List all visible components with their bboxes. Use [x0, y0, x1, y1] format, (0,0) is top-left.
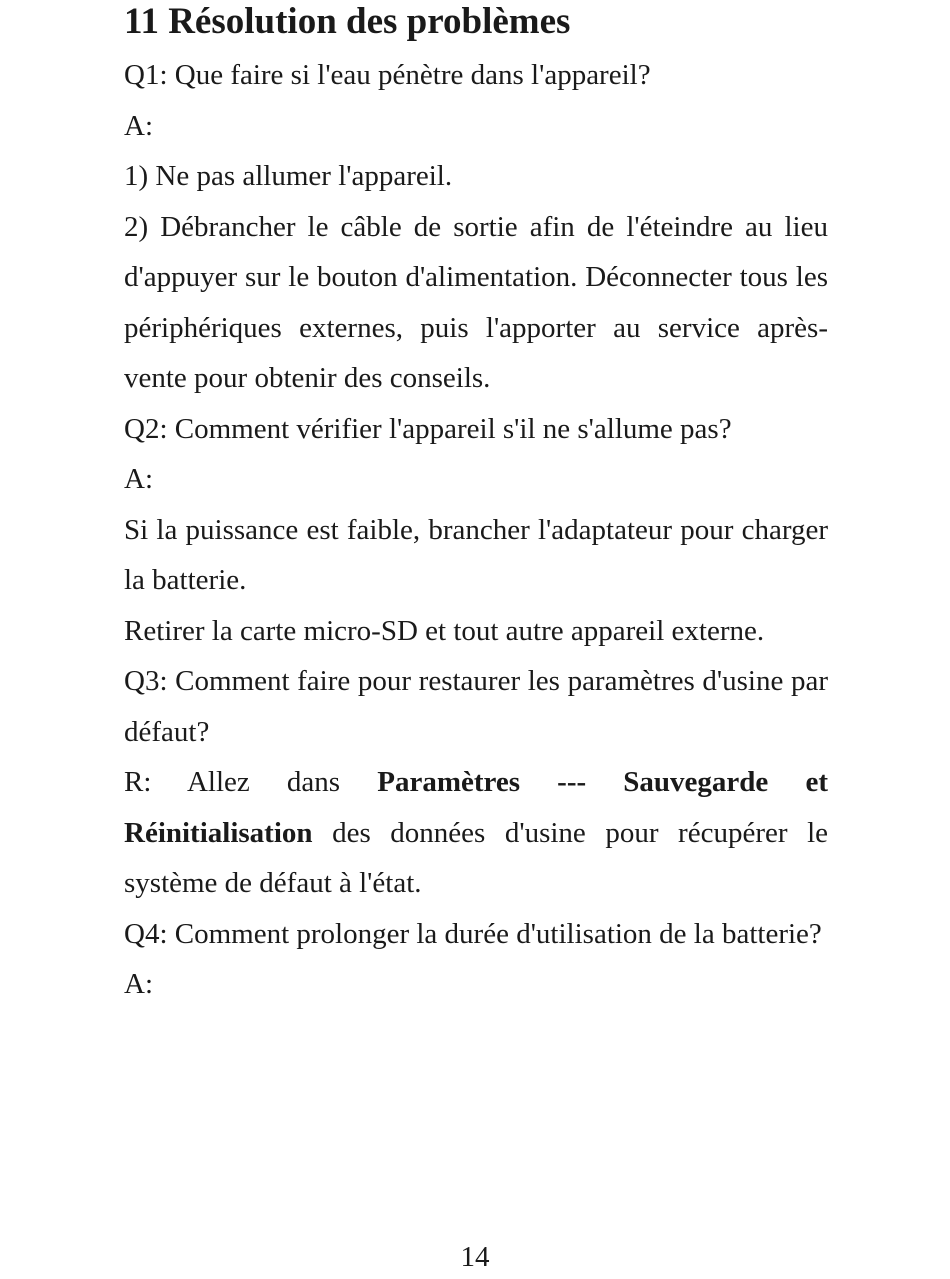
page-number: 14 [460, 1241, 490, 1273]
q1-step-1: 1) Ne pas allumer l'appareil. [124, 160, 453, 192]
q3-answer-prefix: R: Allez dans [124, 766, 378, 798]
q2-question: Q2: Comment vérifier l'appareil s'il ne s'allume pas? [124, 412, 732, 445]
q4-question: Q4: Comment prolonger la durée d'utilisation de la batterie? [124, 917, 822, 950]
page-title: 11 Résolution des problèmes [124, 1, 571, 42]
q2-answer-line-2: Retirer la carte micro-SD et tout autre appareil externe. [124, 614, 765, 647]
q3-answer-bold-reset: Réinitialisation [124, 816, 313, 849]
q1-step-2: 2) Débrancher le câble de sortie afin de l'éteindre au lieu d'appuyer sur le bouton d'alimentation. Déconnecter tous les périphériques externes, puis l'apporter au service après-vente pour obtenir des conseils. [124, 210, 828, 394]
q1-answer-label: A: [124, 109, 153, 142]
q3-answer [124, 757, 828, 909]
q4-answer-label: A: [124, 968, 153, 1000]
q3-answer-suffix: des données d'usine pour récupérer le système de défaut à l'état. [124, 816, 828, 899]
q3-question: Q3: Comment faire pour restaurer les paramètres d'usine par défaut? [124, 665, 828, 748]
q3-answer-bold-path: Paramètres --- Sauvegarde et [377, 766, 828, 798]
q1-question: Q1: Que faire si l'eau pénètre dans l'appareil? [124, 59, 651, 91]
troubleshooting-content [124, 50, 828, 1010]
q2-answer-line-1: Si la puissance est faible, brancher l'adaptateur pour charger la batterie. [124, 513, 828, 596]
q2-answer-label: A: [124, 463, 153, 495]
